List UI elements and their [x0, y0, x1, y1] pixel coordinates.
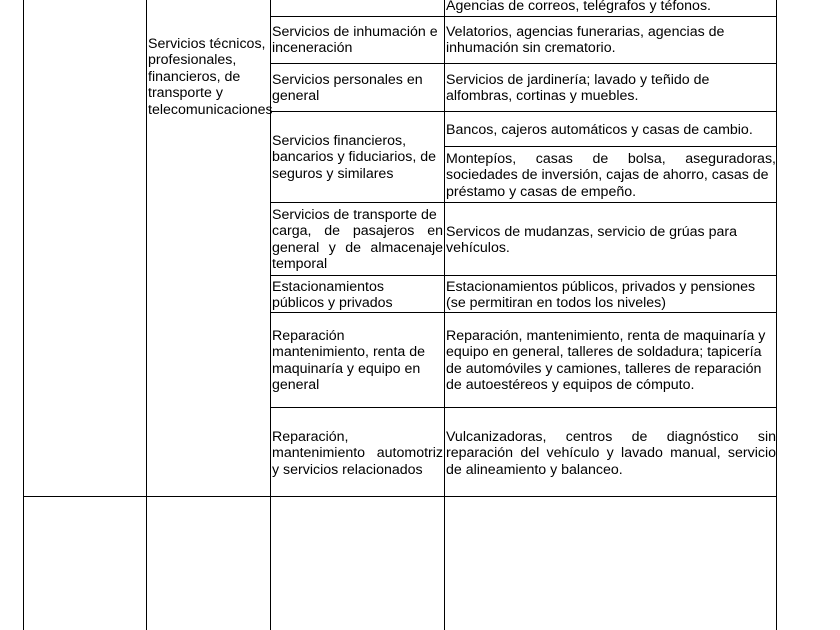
use-line: Servicios personales en	[272, 72, 423, 88]
description-line: reparación del vehículo y lavado manual, servicio	[446, 445, 776, 462]
description-line: vehículos.	[446, 240, 510, 257]
column-rule-5	[776, 0, 777, 630]
use-line: seguros y similares	[272, 165, 394, 182]
use-line: Reparación	[272, 328, 345, 344]
table-row-6-description	[446, 328, 765, 394]
description-line: Velatorios, agencias funerarias, agencias de	[446, 24, 725, 40]
description-line: sociedades de inversión, cajas de ahorro, casas de	[446, 167, 769, 184]
category-line: transporte y	[148, 85, 223, 102]
table-row-5-use	[272, 279, 393, 312]
table-row-0-description	[446, 0, 711, 14]
column-rule-4	[444, 0, 445, 630]
use-line: general y de almacenaje	[272, 239, 443, 256]
description-line: préstamo y casas de empeño.	[446, 183, 637, 200]
use-line: temporal	[272, 256, 328, 273]
row-rule	[270, 312, 777, 313]
description-line: Agencias de correos, telégrafos y téfonos.	[446, 0, 711, 14]
description-line: Vulcanizadoras, centros de diagnóstico sin	[446, 429, 776, 445]
description-line: de autoestéreos y equipos de cómputo.	[446, 377, 695, 394]
row-rule	[270, 16, 777, 17]
table-row-2-description	[446, 72, 709, 105]
table-section-rule	[23, 496, 777, 497]
table-row-4-description	[446, 224, 737, 257]
table-row-7-description	[446, 429, 776, 478]
use-line: Servicios de inhumación e	[272, 24, 438, 40]
category-line: Servicios técnicos,	[148, 36, 266, 52]
use-line: Estacionamientos	[272, 279, 384, 295]
table-row-1-description	[446, 24, 724, 57]
description-line: alfombras, cortinas y muebles.	[446, 88, 639, 105]
description-line: equipo en general, talleres de soldadura; tapicería	[446, 344, 762, 361]
description-line: Bancos, cajeros automáticos y casas de cambio.	[446, 122, 753, 138]
use-line: inceneración	[272, 40, 353, 57]
use-line: maquinaría y equipo en	[272, 360, 421, 377]
column-rule-2	[146, 0, 147, 630]
row-rule	[444, 146, 777, 147]
table-row-5-description	[446, 279, 755, 312]
use-line: general	[272, 88, 320, 105]
use-line: general	[272, 377, 320, 394]
description-line: Servicios de jardinería; lavado y teñido de	[446, 72, 710, 88]
column-rule-1	[23, 0, 24, 630]
table-row-3-description-b	[446, 151, 776, 200]
use-line: públicos y privados	[272, 295, 393, 312]
table-row-1-use	[272, 24, 438, 57]
table-row-7-use	[272, 429, 443, 478]
row-rule	[270, 407, 777, 408]
use-line: mantenimiento automotriz	[272, 445, 443, 462]
category-line: profesionales,	[148, 52, 237, 69]
use-line: y servicios relacionados	[272, 461, 423, 478]
use-line: bancarios y fiduciarios, de	[272, 149, 437, 166]
description-line: de automóviles y camiones, talleres de reparación	[446, 360, 762, 377]
category-line: financieros, de	[148, 68, 241, 85]
use-line: Servicios de transporte de	[272, 207, 437, 223]
table-row-3-description-a	[446, 122, 753, 138]
description-line: (se permitiran en todos los niveles)	[446, 295, 667, 312]
table-row-4-use	[272, 207, 443, 273]
use-line: mantenimiento, renta de	[272, 344, 426, 361]
use-line: carga, de pasajeros en	[272, 223, 443, 240]
category-line: telecomunicaciones	[148, 101, 273, 118]
row-rule	[270, 111, 777, 112]
description-line: Servicos de mudanzas, servicio de grúas para	[446, 224, 737, 240]
table-row-2-use	[272, 72, 423, 105]
row-rule	[270, 275, 777, 276]
row-rule	[270, 202, 777, 203]
table-row-6-use	[272, 328, 425, 394]
row-rule	[270, 63, 777, 64]
description-line: Estacionamientos públicos, privados y pensiones	[446, 279, 756, 295]
table-row-3-use	[272, 133, 436, 182]
description-line: Montepíos, casas de bolsa, aseguradoras,	[446, 151, 776, 167]
category-cell	[148, 36, 273, 118]
use-line: Reparación,	[272, 429, 349, 445]
description-line: de alineamiento y balanceo.	[446, 461, 623, 478]
description-line: inhumación sin crematorio.	[446, 40, 616, 57]
use-line: Servicios financieros,	[272, 133, 407, 149]
description-line: Reparación, mantenimiento, renta de maquinaría y	[446, 328, 766, 344]
